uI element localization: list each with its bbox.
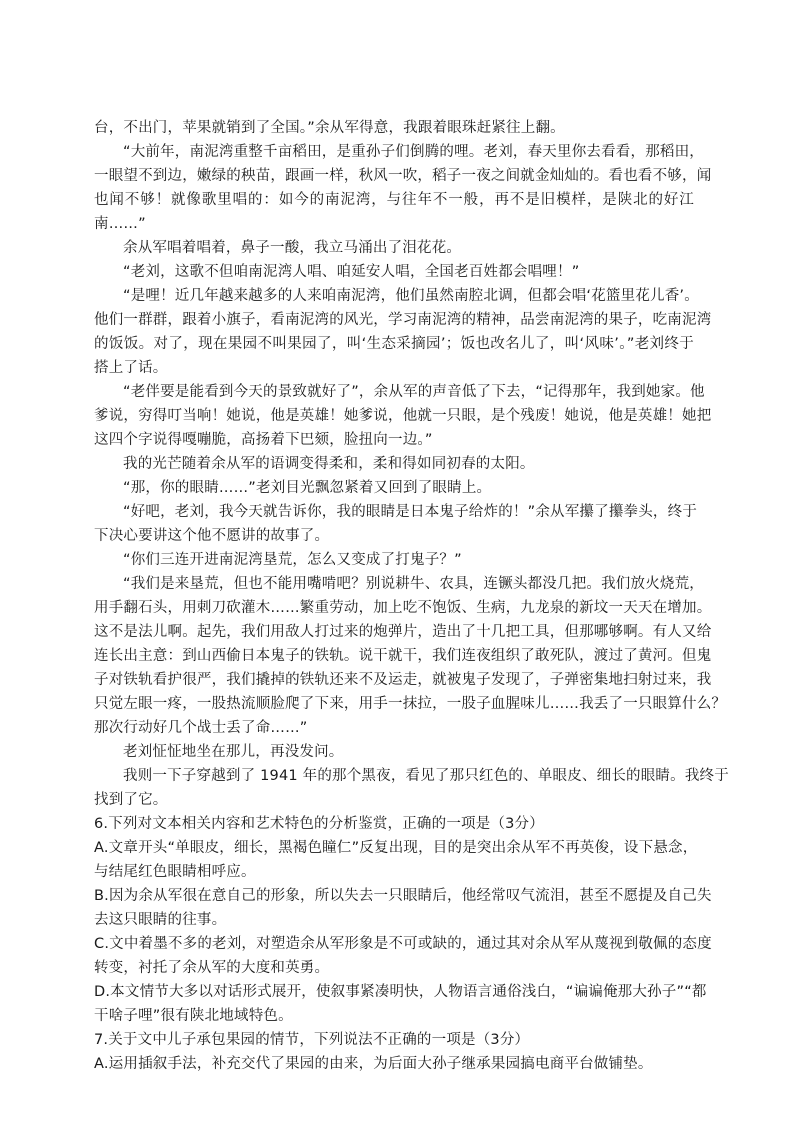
text-line: 南……” [94, 216, 146, 232]
text-line: “你们三连开进南泥湾垦荒，怎么又变成了打鬼子？” [123, 552, 462, 568]
text-line: 下决心要讲这个他不愿讲的故事了。 [94, 528, 330, 544]
text-line: 搭上了话。 [94, 360, 168, 376]
option-c-line: C.文中着墨不多的老刘，对塑造余从军形象是不可或缺的，通过其对余从军从蔑视到敬佩的态度 [94, 936, 712, 952]
option-a-line: A.文章开头“单眼皮，细长，黑褐色瞳仁”反复出现，目的是突出余从军不再英俊，设下悬念， [94, 840, 698, 856]
text-line: 一眼望不到边，嫩绿的秧苗，跟画一样，秋风一吹，稻子一夜之间就金灿灿的。看也看不够，闻 [94, 168, 712, 184]
text-line: 爹说，穷得叮当响！她说，他是英雄！她爹说，他就一只眼，是个残废！她说，他是英雄！她把 [94, 408, 712, 424]
text-line: “好吧，老刘，我今天就告诉你，我的眼睛是日本鬼子给炸的！”余从军攥了攥拳头，终于 [123, 504, 698, 520]
text-line: 那次行动好几个战士丢了命……” [94, 720, 308, 736]
text-line: “大前年，南泥湾重整千亩稻田，是重孙子们倒腾的哩。老刘，春天里你去看看，那稻田， [123, 144, 705, 160]
text-line: 子对铁轨看护很严，我们撬掉的铁轨还来不及运走，就被鬼子发现了，子弹密集地扫射过来，我 [94, 672, 712, 688]
question-7-stem: 7.关于文中儿子承包果园的情节，下列说法不正确的一项是（3分） [94, 1032, 530, 1048]
text-line: 台，不出门，苹果就销到了全国。”余从军得意，我跟着眼珠赶紧往上翻。 [94, 120, 565, 136]
text-line: 也闻不够！就像歌里唱的：如今的南泥湾，与往年不一般，再不是旧模样，是陕北的好江 [94, 192, 694, 208]
text-line: 他们一群群，跟着小旗子，看南泥湾的风光，学习南泥湾的精神，品尝南泥湾的果子，吃南泥湾 [94, 312, 712, 328]
option-b-line: B.因为余从军很在意自己的形象，所以失去一只眼睛后，他经常叹气流泪，甚至不愿提及自己失 [94, 888, 712, 904]
text-line: “老刘，这歌不但咱南泥湾人唱、咱延安人唱，全国老百姓都会唱哩！” [123, 264, 580, 280]
option-c-line: 转变，衬托了余从军的大度和英勇。 [94, 960, 330, 976]
text-line: “我们是来垦荒，但也不能用嘴啃吧？别说耕牛、农具，连镢头都没几把。我们放火烧荒， [123, 576, 705, 592]
text-line: 的饭饭。对了，现在果园不叫果园了，叫‘生态采摘园’；饭也改名儿了，叫‘风味’。”老刘终于 [94, 336, 694, 352]
option-d-line: 干啥子哩”很有陕北地域特色。 [94, 1008, 293, 1024]
text-line: 连长出主意：到山西偷日本鬼子的铁轨。说干就干，我们连夜组织了敢死队，渡过了黄河。但鬼 [94, 648, 712, 664]
text-line: 我的光芒随着余从军的语调变得柔和，柔和得如同初春的太阳。 [123, 456, 535, 472]
option-d-line: D.本文情节大多以对话形式展开，使叙事紧凑明快，人物语言通俗浅白，“谝谝俺那大孙子”“都 [94, 984, 707, 1000]
option-a-line: 与结尾红色眼睛相呼应。 [94, 864, 256, 880]
text-line: 我则一下子穿越到了 1941 年的那个黑夜，看见了那只红色的、单眼皮、细长的眼睛。我终于 [123, 768, 729, 784]
text-line: “那，你的眼睛……”老刘目光飘忽紧着又回到了眼睛上。 [123, 480, 492, 496]
text-line: “老伴要是能看到今天的景致就好了”，余从军的声音低了下去，“记得那年，我到她家。他 [123, 384, 705, 400]
text-line: 老刘怔怔地坐在那儿，再没发问。 [123, 744, 344, 760]
text-line: 只觉左眼一疼，一股热流顺脸爬了下来，用手一抹拉，一股子血腥味儿……我丢了一只眼算什么？ [94, 696, 727, 712]
text-line: “是哩！近几年越来越多的人来咱南泥湾，他们虽然南腔北调，但都会唱‘花篮里花儿香’。 [123, 288, 699, 304]
option-a-line: A.运用插叙手法，补充交代了果园的由来，为后面大孙子继承果园搞电商平台做铺垫。 [94, 1056, 653, 1072]
text-line: 这不是法儿啊。起先，我们用敌人打过来的炮弹片，造出了十几把工具，但那哪够啊。有人又给 [94, 624, 712, 640]
text-line: 这四个字说得嘎嘣脆，高扬着下巴颏，脸扭向一边。” [94, 432, 433, 448]
text-line: 找到了它。 [94, 792, 168, 808]
question-6-stem: 6.下列对文本相关内容和艺术特色的分析鉴赏，正确的一项是（3分） [94, 816, 544, 832]
text-line: 余从军唱着唱着，鼻子一酸，我立马涌出了泪花花。 [123, 240, 462, 256]
option-b-line: 去这只眼睛的往事。 [94, 912, 227, 928]
text-line: 用手翻石头，用刺刀砍灌木……繁重劳动，加上吃不饱饭、生病，九龙泉的新坟一天天在增加。 [94, 600, 712, 616]
